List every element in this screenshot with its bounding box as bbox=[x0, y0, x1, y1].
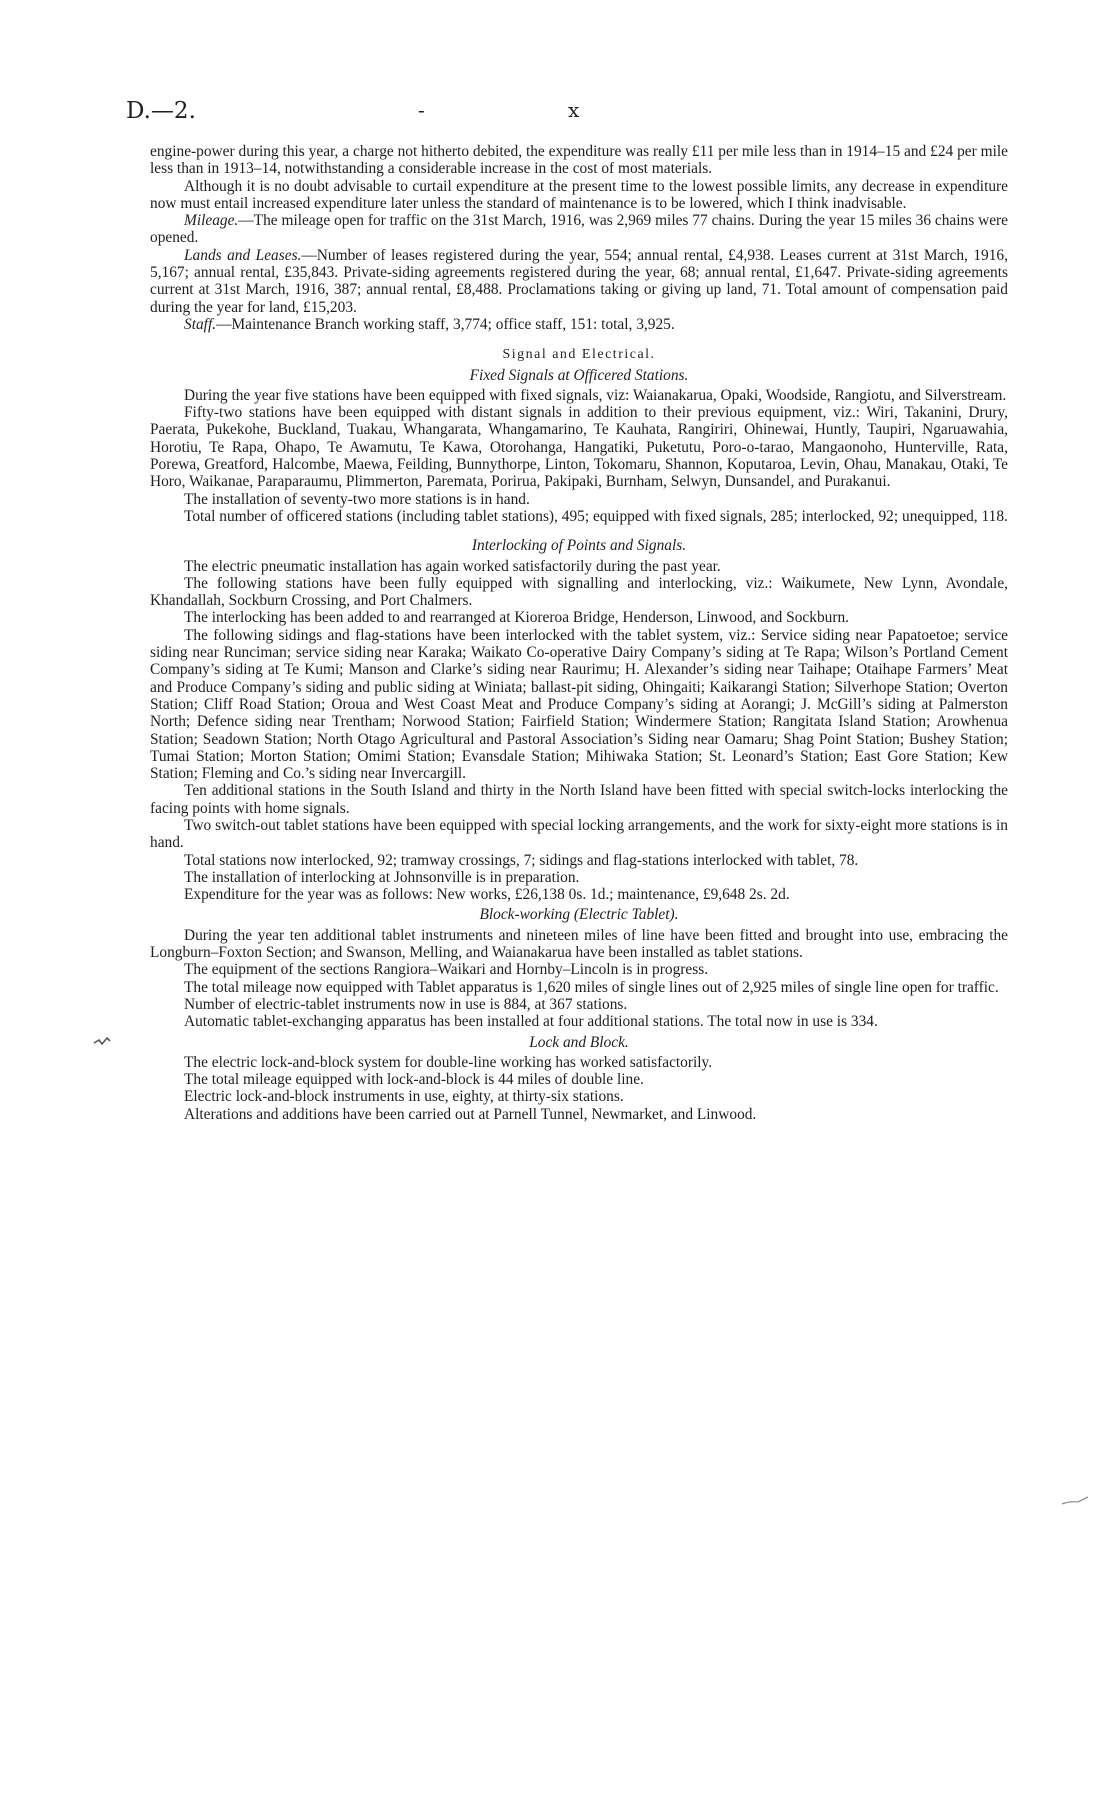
paragraph-lands-leases: Lands and Leases.—Number of leases registered during the year, 554; annual rental, £4,938. Leases current at 31st March, 1916, 5,167; annual rental, £35,843. Private-siding agreements registered during the year, 68; annual rental, £1,647. Private-siding agreements current at 31st March, 1916, 387; annual rental, £8,488. Proclamations taking or giving up land, 71. Total amount of compensation paid during the year for land, £15,203. bbox=[150, 246, 1008, 316]
paragraph: engine-power during this year, a charge not hitherto debited, the expenditure was really £11 per mile less than in 1914–15 and £24 per mile less than in 1913–14, notwithstanding a considerable increase in the cost of most materials. bbox=[150, 143, 1008, 178]
paragraph-lead: Lands and Leases. bbox=[184, 246, 302, 264]
paragraph: Two switch-out tablet stations have been equipped with special locking arrangements, and the work for sixty-eight more stations is in hand. bbox=[150, 816, 1008, 852]
paragraph: Ten additional stations in the South Island and thirty in the North Island have been fitted with special switch-locks interlocking the facing points with home signals. bbox=[150, 782, 1008, 817]
paragraph: The interlocking has been added to and rearranged at Kioreroa Bridge, Henderson, Linwood, and Sockburn. bbox=[184, 609, 849, 627]
subheading-fixed-signals: Fixed Signals at Officered Stations. bbox=[469, 366, 689, 384]
paragraph: Number of electric-tablet instruments now in use is 884, at 367 stations. bbox=[184, 995, 628, 1013]
page-number: x bbox=[568, 98, 580, 122]
subheading-interlocking: Interlocking of Points and Signals. bbox=[471, 537, 687, 555]
paragraph: Electric lock-and-block instruments in use, eighty, at thirty-six stations. bbox=[184, 1088, 624, 1106]
page-header bbox=[126, 98, 1008, 128]
paragraph: Fifty-two stations have been equipped with distant signals in addition to their previous equipment, viz.: Wiri, Takanini, Drury, Paerata, Pukekohe, Buckland, Tuakau, Whangarata, Whangamarino, Te Kauhata, Rangiriri, Ohinewai, Huntly, Taupiri, Ngaruawahia, Horotiu, Te Rapa, Ohapo, Te Awamutu, Te Kawa, Otorohanga, Hangatiki, Puketutu, Poro-o-tarao, Mangaonoho, Hunterville, Rata, Porewa, Greatford, Halcombe, Maewa, Feilding, Bunnythorpe, Linton, Tokomaru, Shannon, Koputaroa, Levin, Ohau, Manakau, Otaki, Te Horo, Waikanae, Paraparaumu, Plimmerton, Paremata, Porirua, Pakipaki, Burnham, Selwyn, Dunsandel, and Purakanui. bbox=[150, 404, 1008, 491]
paragraph: The total mileage now equipped with Tablet apparatus is 1,620 miles of single lines out of 2,925 miles of single line open for traffic. bbox=[184, 978, 999, 996]
paragraph: Expenditure for the year was as follows: New works, £26,138 0s. 1d.; maintenance, £9,648 2s. 2d. bbox=[184, 886, 790, 904]
paragraph: Alterations and additions have been carried out at Parnell Tunnel, Newmarket, and Linwood. bbox=[184, 1105, 757, 1123]
paragraph: The electric pneumatic installation has again worked satisfactorily during the past year. bbox=[184, 557, 721, 575]
scan-speck-mark bbox=[92, 1035, 112, 1047]
paragraph: Total stations now interlocked, 92; tramway crossings, 7; sidings and flag-stations interlocked with tablet, 78. bbox=[184, 851, 859, 869]
paragraph-mileage: Mileage.—The mileage open for traffic on the 31st March, 1916, was 2,969 miles 77 chains. During the year 15 miles 36 chains were opened. bbox=[150, 212, 1008, 247]
paragraph: The equipment of the sections Rangiora–Waikari and Hornby–Lincoln is in progress. bbox=[184, 961, 709, 979]
paragraph-staff: Staff.—Maintenance Branch working staff, 3,774; office staff, 151: total, 3,925. bbox=[184, 315, 675, 333]
paragraph: The installation of interlocking at Johnsonville is in preparation. bbox=[184, 868, 580, 886]
paragraph: The installation of seventy-two more stations is in hand. bbox=[184, 490, 530, 508]
subheading-lock-and-block: Lock and Block. bbox=[529, 1033, 629, 1051]
scan-pencil-mark bbox=[1060, 1494, 1090, 1508]
paragraph: The following sidings and flag-stations have been interlocked with the tablet system, viz.: Service siding near Papatoetoe; service siding near Runciman; service siding near Karaka; Waikato Co-operative Dairy Company’s siding at Te Rapa; Wilson’s Portland Cement Company’s siding at Te Kumi; Manson and Clarke’s siding near Raurimu; H. Alexander’s siding near Taihape; Otaihape Farmers’ Meat and Produce Company’s siding and public siding at Winiata; ballast-pit siding, Ohingaiti; Kaikarangi Station; Silverhope Station; Overton Station; Cliff Road Station; Oroua and West Coast Meat and Produce Company’s siding at Aorangi; J. McGill’s siding at Palmerston North; Defence siding near Trentham; Norwood Station; Fairfield Station; Windermere Station; Rangitata Island Station; Arowhenua Station; Seadown Station; North Otago Agricultural and Pastoral Association’s Siding near Oamaru; Shag Point Station; Bushey Station; Tumai Station; Morton Station; Omimi Station; Evansdale Station; Mihiwaka Station; St. Leonard’s Station; East Gore Station; Kew Station; Fleming and Co.’s siding near Invercargill. bbox=[150, 626, 1008, 783]
paragraph: Automatic tablet-exchanging apparatus has been installed at four additional stations. The total now in use is 334. bbox=[184, 1013, 878, 1031]
document-body bbox=[150, 143, 1008, 1123]
paragraph: The total mileage equipped with lock-and-block is 44 miles of double line. bbox=[184, 1071, 644, 1089]
section-heading: Signal and Electrical. bbox=[502, 347, 656, 363]
paragraph: During the year five stations have been equipped with fixed signals, viz: Waianakarua, Opaki, Woodside, Rangiotu, and Silverstream. bbox=[184, 386, 1007, 404]
subheading-block-working: Block-working (Electric Tablet). bbox=[479, 906, 679, 924]
paragraph: Total number of officered stations (including tablet stations), 495; equipped with fixed signals, 285; interlocked, 92; unequipped, 118. bbox=[184, 507, 1008, 525]
paragraph: The following stations have been fully equipped with signalling and interlocking, viz.: Waikumete, New Lynn, Avondale, Khandallah, Sockburn Crossing, and Port Chalmers. bbox=[150, 574, 1008, 610]
paragraph: The electric lock-and-block system for double-line working has worked satisfactorily. bbox=[184, 1053, 713, 1071]
paragraph: Although it is no doubt advisable to curtail expenditure at the present time to the lowest possible limits, any decrease in expenditure now must entail increased expenditure later unless the standard of maintenance is to be lowered, which I think inadvisable. bbox=[150, 177, 1008, 212]
page-reference: D.—2. bbox=[126, 98, 196, 124]
header-dash: - bbox=[418, 98, 425, 122]
paragraph-lead: Staff. bbox=[184, 315, 217, 333]
paragraph: During the year ten additional tablet instruments and nineteen miles of line have been fitted and brought into use, embracing the Longburn–Foxton Section; and Swanson, Melling, and Waianakarua have been installed as tablet stations. bbox=[150, 926, 1008, 962]
paragraph-lead: Mileage. bbox=[184, 212, 239, 230]
